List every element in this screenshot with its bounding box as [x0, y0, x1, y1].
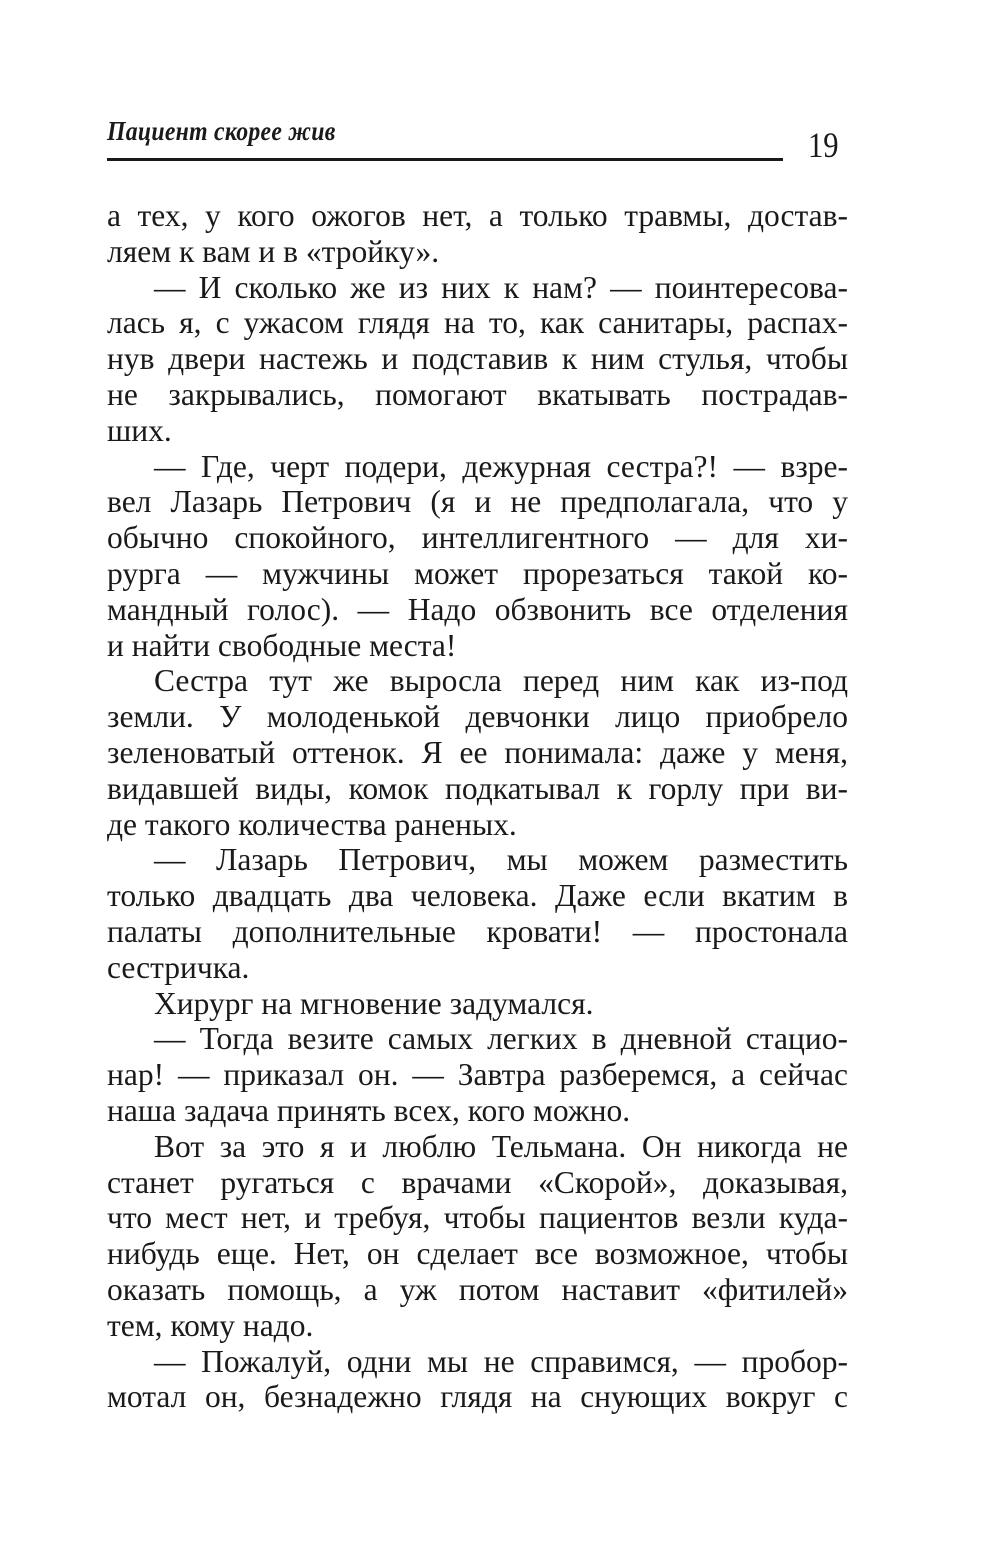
text-line: палаты дополнительные кровати! — простонала: [107, 913, 848, 949]
text-line: зеленоватый оттенок. Я ее понимала: даже у меня,: [107, 734, 848, 770]
text-line: — Тогда везите самых легких в дневной стацио-: [154, 1021, 848, 1057]
text-line: видавшей виды, комок подкатывал к горлу при ви-: [107, 770, 848, 806]
text-line: нар! — приказал он. — Завтра разберемся, а сейчас: [107, 1057, 848, 1093]
page-number: 19: [808, 125, 839, 165]
text-line: что мест нет, и требуя, чтобы пациентов везли куда-: [107, 1200, 848, 1236]
text-line: оказать помощь, а уж потом наставит «фитилей»: [107, 1271, 848, 1307]
text-line: только двадцать два человека. Даже если вкатим в: [107, 878, 848, 914]
text-line: и найти свободные места!: [107, 627, 457, 663]
text-line: Сестра тут же выросла перед ним как из-под: [154, 663, 848, 699]
text-line: — Пожалуй, одни мы не справимся, — пробор-: [154, 1343, 848, 1379]
text-line: станет ругаться с врачами «Скорой», доказывая,: [107, 1164, 848, 1200]
text-line: а тех, у кого ожогов нет, а только травмы, достав-: [107, 198, 848, 233]
text-line: нув двери настежь и подставив к ним стулья, чтобы: [107, 341, 848, 377]
text-line: не закрывались, помогают вкатывать пострадав-: [107, 376, 848, 412]
text-line: земли. У молоденькой девчонки лицо приобрело: [107, 699, 848, 735]
text-line: ших.: [107, 412, 172, 448]
text-line: нибудь еще. Нет, он сделает все возможное, чтобы: [107, 1236, 848, 1272]
text-line: мотал он, безнадежно глядя на снующих вокруг с: [107, 1379, 848, 1415]
text-line: наша задача принять всех, кого можно.: [107, 1092, 631, 1128]
text-line: Хирург на мгновение задумался.: [154, 985, 594, 1021]
text-line: Вот за это я и люблю Тельмана. Он никогда не: [154, 1128, 848, 1164]
text-line: — И сколько же из них к нам? — поинтересова-: [154, 269, 848, 305]
running-title: Пациент скорее жив: [107, 116, 336, 146]
text-line: — Лазарь Петрович, мы можем разместить: [154, 842, 848, 878]
text-line: тем, кому надо.: [107, 1307, 314, 1343]
text-line: ляем к вам и в «тройку».: [107, 233, 440, 269]
text-line: — Где, черт подери, дежурная сестра?! — взре-: [154, 448, 848, 484]
text-line: вел Лазарь Петрович (я и не предполагала, что у: [107, 484, 848, 520]
text-line: мандный голос). — Надо обзвонить все отделения: [107, 591, 848, 627]
text-line: обычно спокойного, интеллигентного — для хи-: [107, 520, 848, 556]
body-text: [107, 198, 848, 1415]
text-line: лась я, с ужасом глядя на то, как санитары, распах-: [107, 305, 848, 341]
running-header: [107, 112, 783, 161]
text-line: рурга — мужчины может прорезаться такой ко-: [107, 555, 848, 591]
text-line: де такого количества раненых.: [107, 806, 517, 842]
text-line: сестричка.: [107, 949, 250, 985]
